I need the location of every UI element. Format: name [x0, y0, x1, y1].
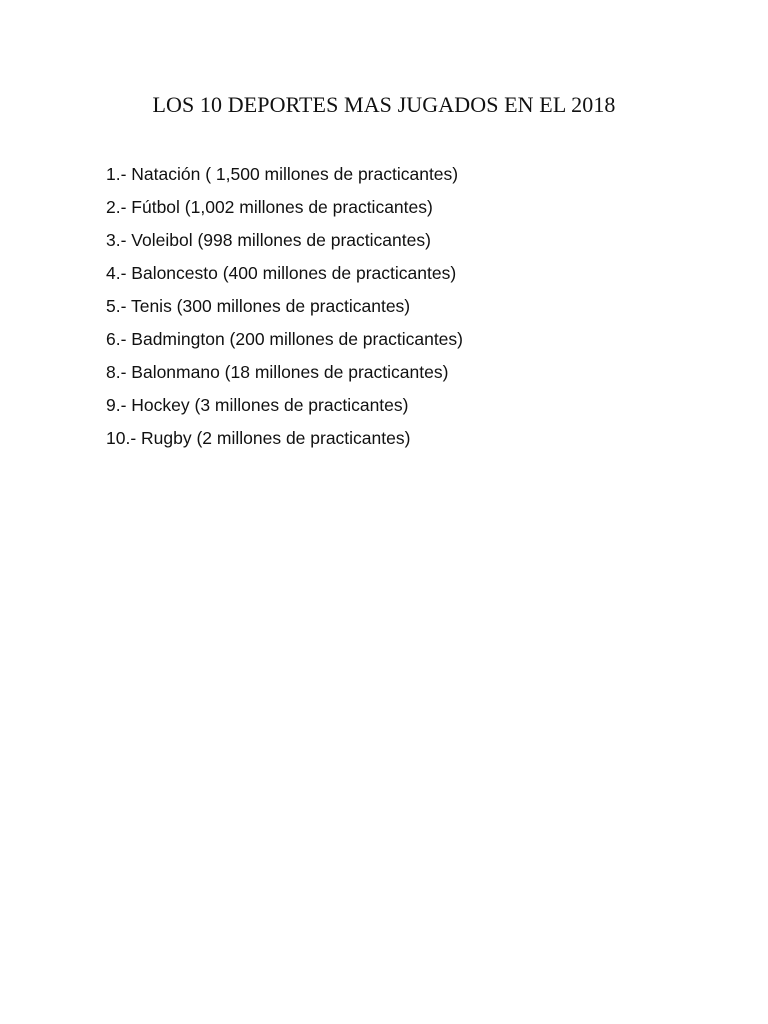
list-item: 5.- Tenis (300 millones de practicantes): [106, 296, 411, 316]
sports-list: [106, 160, 463, 457]
list-item: 9.- Hockey (3 millones de practicantes): [106, 395, 409, 415]
list-item: 10.- Rugby (2 millones de practicantes): [106, 428, 411, 448]
list-item: 2.- Fútbol (1,002 millones de practicantes): [106, 197, 433, 217]
list-item: 3.- Voleibol (998 millones de practicantes): [106, 230, 431, 250]
list-item: 1.- Natación ( 1,500 millones de practicantes): [106, 164, 459, 184]
list-item: 4.- Baloncesto (400 millones de practicantes): [106, 263, 457, 283]
list-item: 8.- Balonmano (18 millones de practicantes): [106, 362, 449, 382]
list-item: 6.- Badmington (200 millones de practicantes): [106, 329, 463, 349]
document-title: LOS 10 DEPORTES MAS JUGADOS EN EL 2018: [152, 92, 616, 117]
